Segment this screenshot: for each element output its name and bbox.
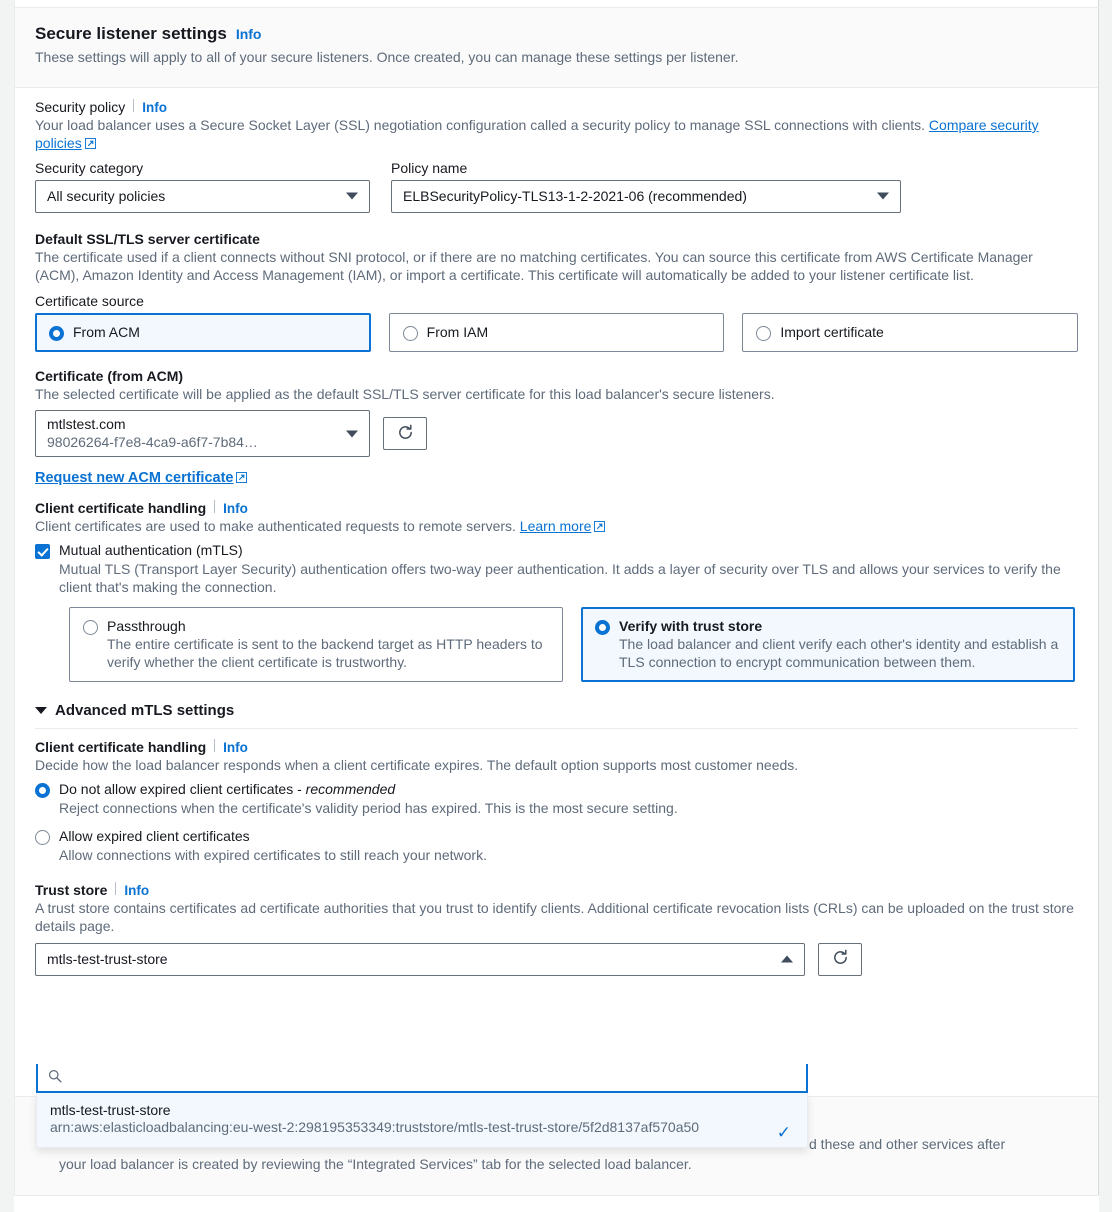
security-category-group (35, 160, 370, 213)
compare-security-policies-link[interactable]: Compare security policies (35, 117, 1039, 152)
mtls-checkbox-label: Mutual authentication (mTLS) (59, 541, 243, 558)
label-separator (214, 739, 215, 752)
security-policy-label-row (35, 99, 1078, 115)
integrated-services-note-line1: d these and other services after (809, 1136, 1006, 1152)
trust-store-select[interactable] (35, 943, 805, 976)
cert-source-option-acm[interactable] (35, 313, 371, 352)
page-title (35, 24, 1078, 44)
external-link-icon (236, 470, 247, 486)
chevron-down-icon (346, 430, 358, 437)
learn-more-link[interactable]: Learn more (519, 518, 592, 535)
section-title-text: Secure listener settings (35, 24, 227, 43)
integrated-services-note-line2: your load balancer is created by reviewing the “Integrated Services” tab for the selected load balancer. (59, 1155, 692, 1172)
cert-source-import-label: Import certificate (780, 323, 884, 340)
cert-source-option-import[interactable] (742, 313, 1078, 352)
label-separator (214, 500, 215, 513)
certificate-select[interactable] (35, 410, 370, 457)
certificate-label: Certificate (from ACM) (35, 367, 184, 384)
mtls-mode-verify-trust-store[interactable] (581, 607, 1075, 682)
trust-store-dropdown (36, 1064, 808, 1148)
client-cert-handling-description-text: Client certificates are used to make authenticated requests to remote servers. (35, 518, 520, 535)
trust-store-search-row[interactable] (36, 1064, 808, 1093)
radio-unselected-icon (35, 830, 50, 845)
chevron-down-icon (35, 707, 47, 714)
request-new-acm-certificate-link[interactable]: Request new ACM certificate (35, 470, 234, 487)
trust-store-option[interactable] (37, 1093, 807, 1147)
trust-store-info-link[interactable]: Info (124, 882, 150, 898)
advanced-client-cert-label-row (35, 739, 1078, 755)
external-link-icon (85, 135, 96, 153)
mtls-description: Mutual TLS (Transport Layer Security) authentication offers two-way peer authentication. It adds a layer of security over TLS and allows your services to verify the client that's making the connection. (59, 560, 1061, 596)
advanced-mtls-title: Advanced mTLS settings (55, 702, 235, 720)
mtls-mode-options (69, 607, 1079, 682)
advanced-mtls-expander[interactable] (35, 702, 1078, 719)
radio-unselected-icon (83, 620, 98, 635)
radio-selected-icon (595, 620, 610, 635)
section-header (15, 8, 1098, 88)
mtls-checkbox[interactable] (35, 544, 50, 559)
passthrough-description: The entire certificate is sent to the backend target as HTTP headers to verify whether the client certificate is trustworthy. (107, 635, 543, 670)
verify-trust-store-title: Verify with trust store (619, 617, 763, 634)
right-gutter (1099, 0, 1112, 1212)
allow-expired-title: Allow expired client certificates (59, 827, 250, 844)
security-policy-description (35, 116, 1078, 154)
security-category-label: Security category (35, 159, 144, 176)
certificate-description: The selected certificate will be applied as the default SSL/TLS server certificate for this load balancer's secure listeners. (35, 385, 775, 402)
allow-expired-description: Allow connections with expired certificates to still reach your network. (59, 846, 487, 863)
client-cert-handling-info-link[interactable]: Info (223, 501, 248, 517)
client-cert-handling-label: Client certificate handling (35, 500, 207, 517)
security-category-select[interactable] (35, 180, 370, 213)
search-icon (48, 1069, 62, 1086)
label-separator (115, 882, 116, 895)
advanced-mtls-divider (35, 728, 1078, 729)
refresh-icon (397, 424, 414, 444)
panel-bottom-divider (14, 1195, 1099, 1196)
trust-store-label-row (35, 882, 1078, 898)
trust-store-option-arn: arn:aws:elasticloadbalancing:eu-west-2:298195353349:truststore/mtls-test-trust-store/5f2d8137af570a50 (50, 1119, 700, 1135)
certificate-value-id: 98026264-f7e8-4ca9-a6f7-7b84… (47, 433, 258, 450)
trust-store-description: A trust store contains certificates ad certificate authorities that you trust to identify clients. Additional certificate revocation lists (CRLs) can be uploaded on the trust store details page. (35, 899, 1074, 935)
deny-expired-description: Reject connections when the certificate's validity period has expired. This is the most secure setting. (59, 799, 678, 816)
section-info-link[interactable]: Info (235, 26, 262, 42)
cert-source-acm-label: From ACM (73, 323, 140, 340)
trust-store-label: Trust store (35, 881, 108, 898)
external-link-icon (594, 518, 605, 536)
deny-expired-title-text: Do not allow expired client certificates - (59, 780, 306, 797)
radio-selected-icon (35, 783, 50, 798)
certificate-source-label: Certificate source (35, 292, 144, 309)
policy-name-value: ELBSecurityPolicy-TLS13-1-2-2021-06 (recommended) (403, 188, 747, 205)
trust-store-option-title: mtls-test-trust-store (50, 1102, 171, 1118)
chevron-down-icon (877, 193, 889, 200)
certificate-refresh-button[interactable] (383, 417, 427, 450)
security-category-value: All security policies (47, 188, 166, 205)
refresh-icon (832, 949, 849, 969)
mtls-mode-passthrough[interactable] (69, 607, 563, 682)
client-cert-handling-label-row (35, 500, 1078, 516)
deny-expired-title (59, 781, 395, 797)
trust-store-combobox (35, 943, 805, 976)
trust-store-search-input[interactable] (70, 1069, 796, 1087)
chevron-up-icon (781, 956, 793, 963)
trust-store-refresh-button[interactable] (818, 943, 862, 976)
left-gutter (0, 0, 14, 1212)
certificate-select-row (35, 410, 1078, 457)
cert-source-option-iam[interactable] (389, 313, 725, 352)
passthrough-title: Passthrough (107, 617, 186, 634)
mtls-checkbox-row[interactable] (35, 542, 1078, 559)
policy-name-label: Policy name (391, 159, 468, 176)
advanced-client-cert-label: Client certificate handling (35, 739, 207, 756)
section-description: These settings will apply to all of your secure listeners. Once created, you can manage these settings per listener. (35, 49, 739, 65)
security-policy-row (35, 160, 1078, 213)
default-cert-title: Default SSL/TLS server certificate (35, 230, 260, 247)
cert-source-iam-label: From IAM (426, 323, 489, 340)
trust-store-selected-value: mtls-test-trust-store (47, 951, 168, 968)
radio-unselected-icon (403, 326, 418, 341)
policy-name-group (391, 160, 901, 213)
security-policy-label: Security policy (35, 99, 126, 115)
certificate-source-options (35, 313, 1078, 352)
request-cert-link-row (35, 469, 1078, 486)
advanced-client-cert-info-link[interactable]: Info (223, 740, 248, 756)
trust-store-option-list (36, 1093, 808, 1148)
label-separator (133, 99, 134, 112)
settings-body (15, 89, 1098, 976)
expired-cert-option-allow[interactable] (35, 828, 1078, 845)
expired-cert-option-deny[interactable] (35, 781, 1078, 798)
verify-trust-store-description: The load balancer and client verify each other's identity and establish a TLS connection to encrypt communication between them. (619, 635, 1059, 670)
deny-expired-recommended: recommended (305, 780, 396, 797)
policy-name-select[interactable] (391, 180, 901, 213)
trust-store-select-row (35, 943, 1078, 976)
security-policy-description-text: Your load balancer uses a Secure Socket Layer (SSL) negotiation configuration called a security policy to manage SSL connections with clients. (35, 117, 929, 133)
advanced-client-cert-description: Decide how the load balancer responds when a client certificate expires. The default option supports most customer needs. (35, 757, 799, 774)
radio-selected-icon (49, 326, 64, 341)
security-policy-info-link[interactable]: Info (142, 100, 168, 115)
certificate-value-name: mtlstest.com (47, 416, 126, 433)
client-cert-handling-description (35, 517, 1078, 536)
check-icon: ✓ (776, 1123, 791, 1142)
radio-unselected-icon (756, 326, 771, 341)
chevron-down-icon (346, 193, 358, 200)
default-cert-description: The certificate used if a client connects without SNI protocol, or if there are no matching certificates. You can source this certificate from AWS Certificate Manager (ACM), Amazon Identity and Access Management (IAM), or import a certificate. This certificate will automatically be added to your listener certificate list. (35, 248, 1033, 284)
